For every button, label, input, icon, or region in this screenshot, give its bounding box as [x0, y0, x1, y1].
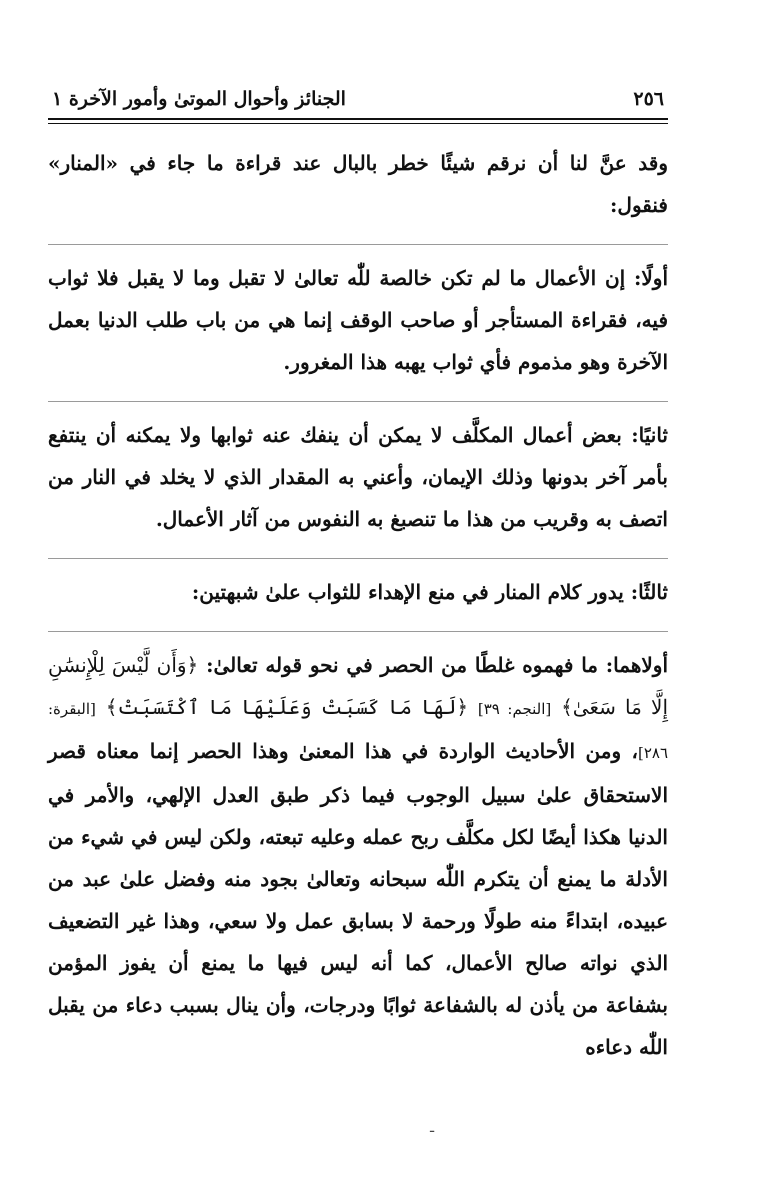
header-rule-thin — [48, 123, 668, 124]
paragraph-divider — [48, 631, 668, 632]
header-rule-thick — [48, 118, 668, 120]
quran-verse-2: ﴿لَهَا مَا كَسَبَتْ وَعَلَيْهَا مَا ٱكْتَسَبَتْ﴾ — [105, 695, 469, 719]
quran-verse-1: ﴿وَأَن لَّيْسَ لِلْإِنسَٰنِ إِلَّا مَا سَعَىٰ﴾ — [48, 653, 668, 719]
book-page — [48, 88, 668, 1068]
body-text — [48, 142, 668, 1068]
paragraph-third: ثالثًا: يدور كلام المنار في منع الإهداء للثواب علىٰ شبهتين: — [191, 580, 668, 604]
paragraph-intro: وقد عنَّ لنا أن نرقم شيئًا خطر بالبال عند قراءة ما جاء في «المنار» فنقول: — [48, 151, 668, 217]
paragraph-fourth-rest: ، ومن الأحاديث الواردة في هذا المعنىٰ وهذا الحصر إنما معناه قصر الاستحقاق علىٰ سبيل الوجوب فيما ذكر طبق العدل الإلهي، والأمر في الدنيا هكذا أيضًا لكل مكلَّف ربح عمله وعليه تبعته، ولكن ليس في شيء من الأدلة ما يمنع أن يتكرم اللّٰه سبحانه وتعالىٰ بجود منه وفضل علىٰ عبد من عبيده، ابتداءً منه طولًا ورحمة لا بسابق عمل ولا سعي، وهذا غير التضعيف الذي نواته صالح الأعمال، كما أنه ليس فيها ما يمنع أن يفوز المؤمن بشفاعة من يأذن له بالشفاعة ثوابًا ودرجات، وأن ينال بسبب دعاء من يقبل اللّٰه دعاءه — [48, 739, 668, 1059]
verse-reference-2: [البقرة: ٢٨٦] — [48, 700, 668, 762]
page-number: ٢٥٦ — [633, 88, 664, 110]
paragraph-divider — [48, 401, 668, 402]
paragraph-second: ثانيًا: بعض أعمال المكلَّف لا يمكن أن ينفك عنه ثوابها ولا يمكنه أن ينتفع بأمر آخر بدونها وذلك الإيمان، وأعني به المقدار الذي لا يخلد في النار من اتصف به وقريب من هذا ما تنصبغ به النفوس من آثار الأعمال. — [48, 423, 668, 531]
paragraph-first: أولًا: إن الأعمال ما لم تكن خالصة للّٰه تعالىٰ لا تقبل وما لا يقبل فلا ثواب فيه، فقراءة المستأجر أو صاحب الوقف إنما هي من باب طلب الدنيا بعمل الآخرة وهو مذموم فأي ثواب يهبه هذا المغرور. — [48, 266, 668, 374]
verse-reference-1: [النجم: ٣٩] — [477, 700, 552, 718]
paragraph-divider — [48, 244, 668, 245]
paragraph-fourth — [48, 644, 668, 1068]
running-title: الجنائز وأحوال الموتىٰ وأمور الآخرة ١ — [52, 88, 346, 110]
page-bottom-mark: ـ — [430, 1120, 435, 1136]
running-header — [48, 88, 668, 116]
paragraph-divider — [48, 558, 668, 559]
paragraph-fourth-lead: أولاهما: ما فهموه غلطًا من الحصر في نحو قوله تعالىٰ: — [206, 653, 668, 677]
